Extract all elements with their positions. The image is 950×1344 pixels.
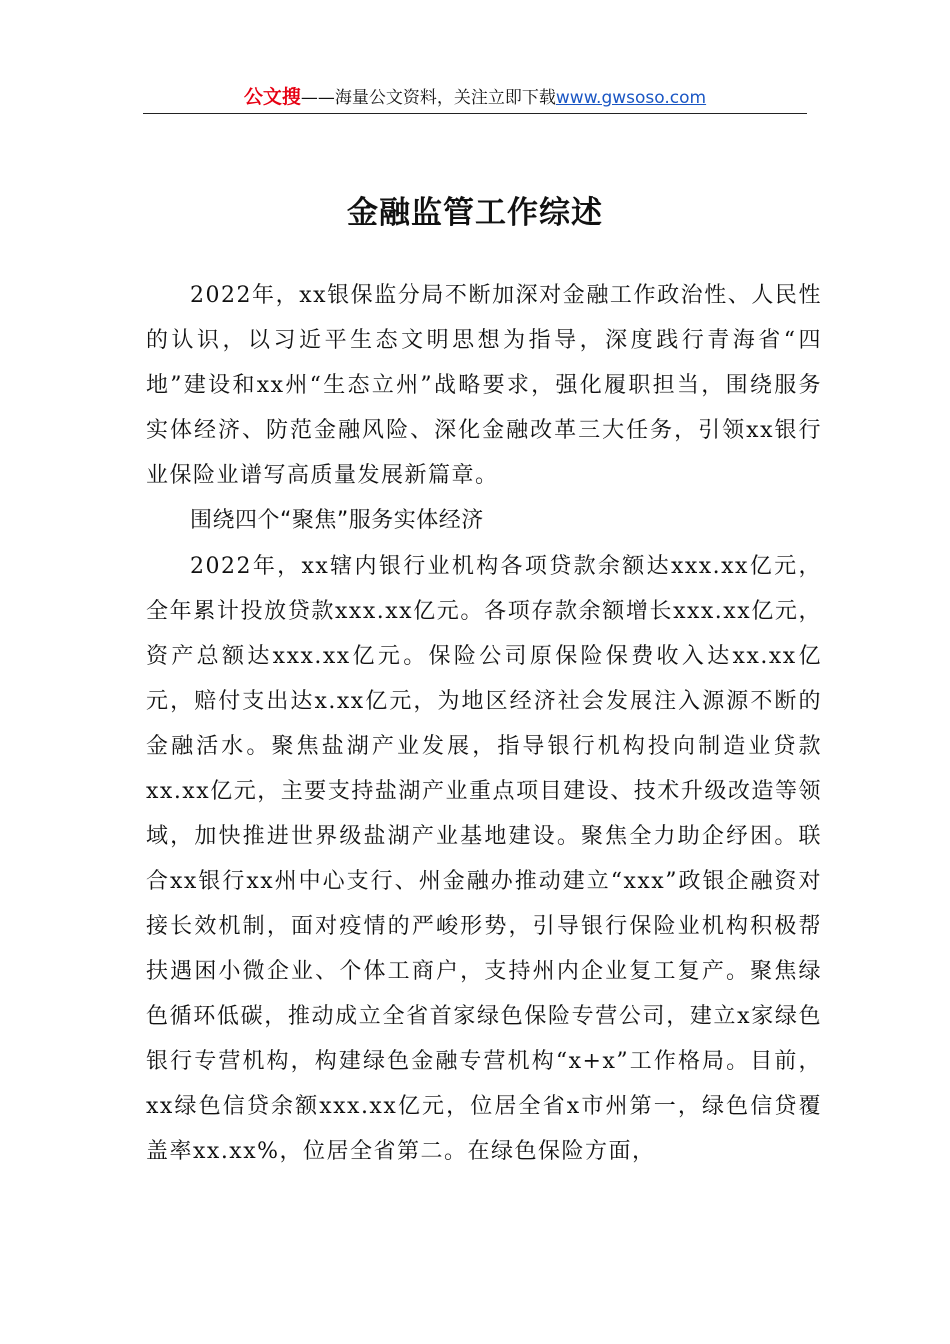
header-tagline: ——海量公文资料，关注立即下载 <box>300 88 556 108</box>
website-link[interactable]: www.gwsoso.com <box>555 88 707 108</box>
page-header <box>143 84 807 114</box>
document-title: 金融监管工作综述 <box>347 194 603 231</box>
brand-name: 公文搜 <box>243 86 301 108</box>
section-heading: 围绕四个“聚焦”服务实体经济 <box>190 508 484 533</box>
header-divider <box>143 113 807 114</box>
intro-paragraph: 2022年，xx银保监分局不断加深对金融工作政治性、人民性的认识，以习近平生态文明思想为指导，深度践行青海省“四地”建设和xx州“生态立州”战略要求，强化履职担当，围绕服务实体经济、防范金融风险、深化金融改革三大任务，引领xx银行业保险业谱写高质量发展新篇章。 <box>146 283 822 488</box>
document-body <box>146 273 822 1174</box>
section-paragraph: 2022年，xx辖内银行业机构各项贷款余额达xxx.xx亿元，全年累计投放贷款xxx.xx亿元。各项存款余额增长xxx.xx亿元，资产总额达xxx.xx亿元。保险公司原保险保费收入达xx.xx亿元，赔付支出达x.xx亿元，为地区经济社会发展注入源源不断的金融活水。聚焦盐湖产业发展，指导银行机构投向制造业贷款xx.xx亿元，主要支持盐湖产业重点项目建设、技术升级改造等领域，加快推进世界级盐湖产业基地建设。聚焦全力助企纾困。联合xx银行xx州中心支行、州金融办推动建立“xxx”政银企融资对接长效机制，面对疫情的严峻形势，引导银行保险业机构积极帮扶遇困小微企业、个体工商户，支持州内企业复工复产。聚焦绿色循环低碳，推动成立全省首家绿色保险专营公司，建立x家绿色银行专营机构，构建绿色金融专营机构“x+x”工作格局。目前，xx绿色信贷余额xxx.xx亿元，位居全省x市州第一，绿色信贷覆盖率xx.xx%，位居全省第二。在绿色保险方面， <box>146 554 822 1164</box>
